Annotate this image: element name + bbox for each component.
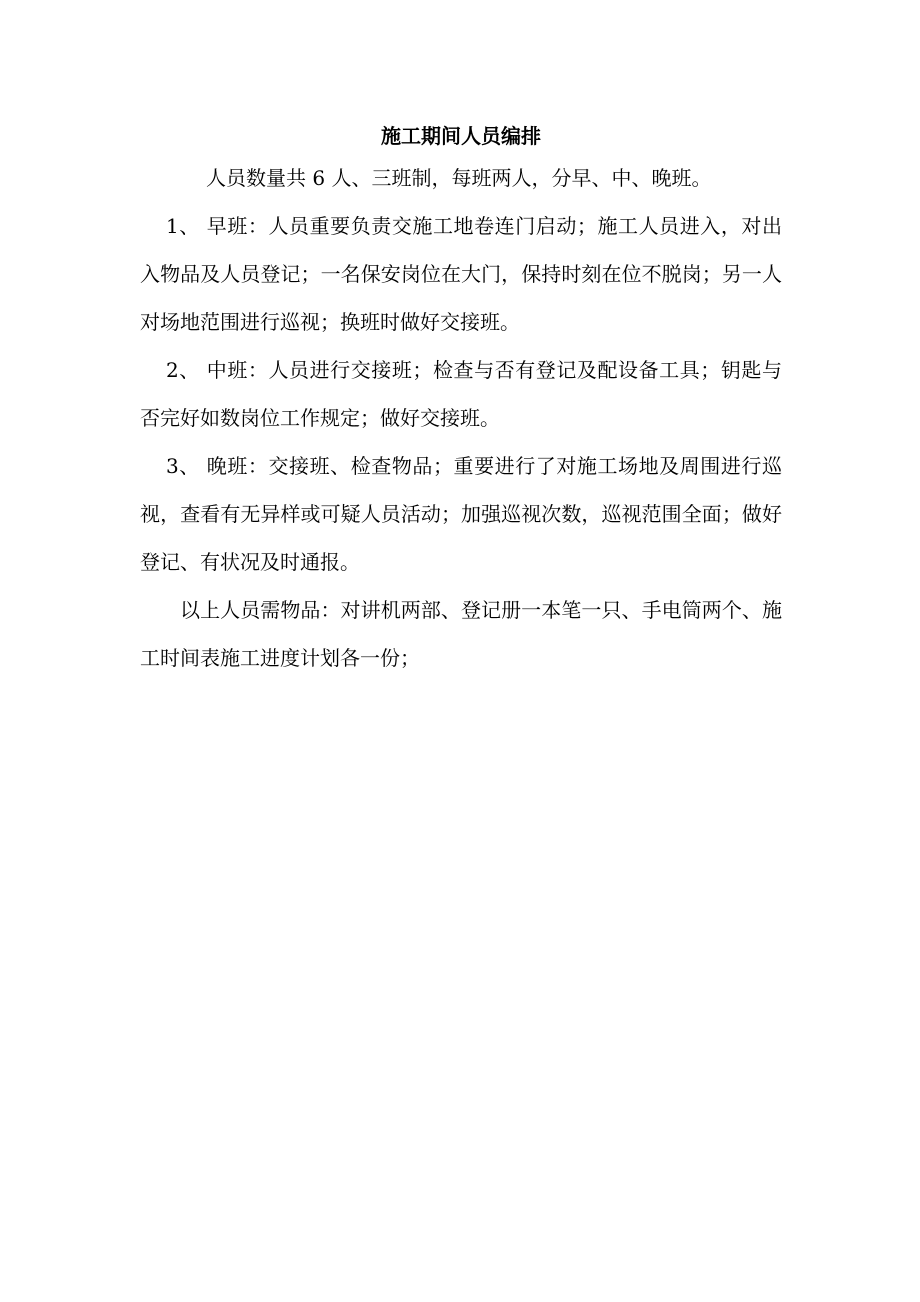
shift-item-middle: 2、 中班：人员进行交接班；检查与否有登记及配设备工具；钥匙与否完好如数岗位工作规定；做好交接班。 (140, 358, 782, 430)
shift-item-morning: 1、 早班：人员重要负责交施工地卷连门启动；施工人员进入，对出入物品及人员登记；一名保安岗位在大门，保持时刻在位不脱岗；另一人对场地范围进行巡视；换班时做好交接班。 (140, 214, 782, 334)
intro-paragraph: 人员数量共 6 人、三班制，每班两人，分早、中、晚班。 (206, 166, 712, 190)
shift-item-night: 3、 晚班：交接班、检查物品；重要进行了对施工场地及周围进行巡视，查看有无异样或可疑人员活动；加强巡视次数，巡视范围全面；做好登记、有状况及时通报。 (140, 454, 782, 574)
closing-paragraph: 以上人员需物品：对讲机两部、登记册一本笔一只、手电筒两个、施工时间表施工进度计划各一份； (140, 598, 782, 670)
document-body (140, 118, 782, 682)
document-title: 施工期间人员编排 (381, 124, 541, 148)
